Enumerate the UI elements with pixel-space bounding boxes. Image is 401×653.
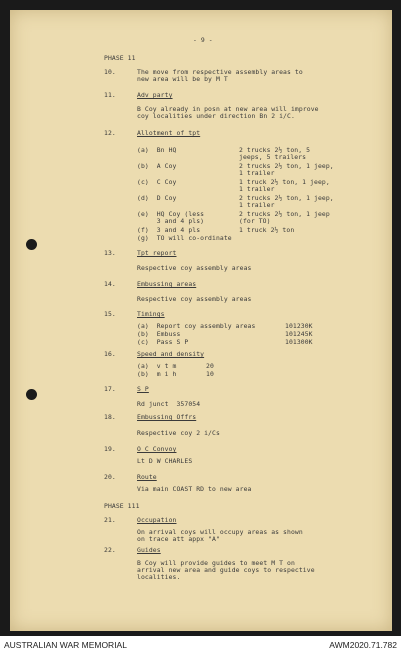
density-row-label: (a) v t m [137,362,177,370]
para-16-heading: Speed and density [137,350,205,358]
density-row-value: 10 [206,370,214,378]
punch-hole-bottom [26,389,37,400]
para-22-heading: Guides [137,546,161,554]
para-15-heading: Timings [137,310,165,318]
tpt-row-label: (g) TO will co-ordinate [137,234,232,242]
tpt-row-label: (d) D Coy [137,194,177,202]
para-22-number: 22. [104,546,116,554]
tpt-row-value: 2 trucks 2½ ton, 1 jeep, 1 trailer [239,194,334,210]
archive-reference: AWM2020.71.782 [329,640,397,650]
archive-credit: AUSTRALIAN WAR MEMORIAL [4,640,127,650]
para-11-text: B Coy already in posn at new area will improve coy localities under direction Bn 2 i/C. [137,105,319,121]
para-15-number: 15. [104,310,116,318]
para-20-number: 20. [104,473,116,481]
timing-row-value: 101300K [285,338,313,346]
tpt-row-label: (e) HQ Coy (less 3 and 4 pls) [137,210,205,226]
para-20-heading: Route [137,473,157,481]
para-10-text: The move from respective assembly areas to new area will be by M T [137,68,303,84]
tpt-row-value: 2 trucks 2½ ton, 1 jeep (for TO) [239,210,330,226]
tpt-row-label: (c) C Coy [137,178,177,186]
para-11-heading: Adv party [137,91,173,99]
tpt-row-value: 1 truck 2½ ton [239,226,295,234]
para-10-number: 10. [104,68,116,76]
tpt-row-value: 1 truck 2½ ton, 1 jeep, 1 trailer [239,178,330,194]
timing-row-label: (c) Pass S P [137,338,189,346]
density-row-value: 20 [206,362,214,370]
para-21-number: 21. [104,516,116,524]
para-19-text: Lt D W CHARLES [137,457,193,465]
phase-heading-iii: PHASE 111 [104,502,140,510]
timing-row-value: 101245K [285,330,313,338]
para-14-text: Respective coy assembly areas [137,295,252,303]
para-21-text: On arrival coys will occupy areas as shown on trace att appx "A" [137,528,303,544]
para-17-text: Rd junct 357054 [137,400,201,408]
tpt-row-value: 2 trucks 2½ ton, 5 jeeps, 5 trailers [239,146,311,162]
timing-row-value: 101230K [285,322,313,330]
punch-hole-top [26,239,37,250]
para-18-number: 18. [104,413,116,421]
tpt-row-label: (a) Bn HQ [137,146,177,154]
para-20-text: Via main COAST RD to new area [137,485,252,493]
para-13-number: 13. [104,249,116,257]
para-13-heading: Tpt report [137,249,177,257]
density-row-label: (b) m i h [137,370,177,378]
para-19-heading: O C Convoy [137,445,177,453]
para-13-text: Respective coy assembly areas [137,264,252,272]
para-18-text: Respective coy 2 i/Cs [137,429,220,437]
phase-heading-ii: PHASE 11 [104,54,136,62]
para-17-number: 17. [104,385,116,393]
para-21-heading: Occupation [137,516,177,524]
tpt-row-value: 2 trucks 2½ ton, 1 jeep, 1 trailer [239,162,334,178]
para-12-heading: Allotment of tpt [137,129,201,137]
para-16-number: 16. [104,350,116,358]
timing-row-label: (b) Embuss [137,330,181,338]
archive-footer [0,636,401,653]
para-22-text: B Coy will provide guides to meet M T on arrival new area and guide coys to respective localities. [137,559,315,582]
para-17-heading: S P [137,385,149,393]
tpt-row-label: (b) A Coy [137,162,177,170]
tpt-row-label: (f) 3 and 4 pls [137,226,201,234]
page-number: - 9 - [193,36,213,44]
para-18-heading: Embussing Offrs [137,413,197,421]
para-14-number: 14. [104,280,116,288]
para-11-number: 11. [104,91,116,99]
para-19-number: 19. [104,445,116,453]
para-14-heading: Embussing areas [137,280,197,288]
timing-row-label: (a) Report coy assembly areas [137,322,256,330]
para-12-number: 12. [104,129,116,137]
